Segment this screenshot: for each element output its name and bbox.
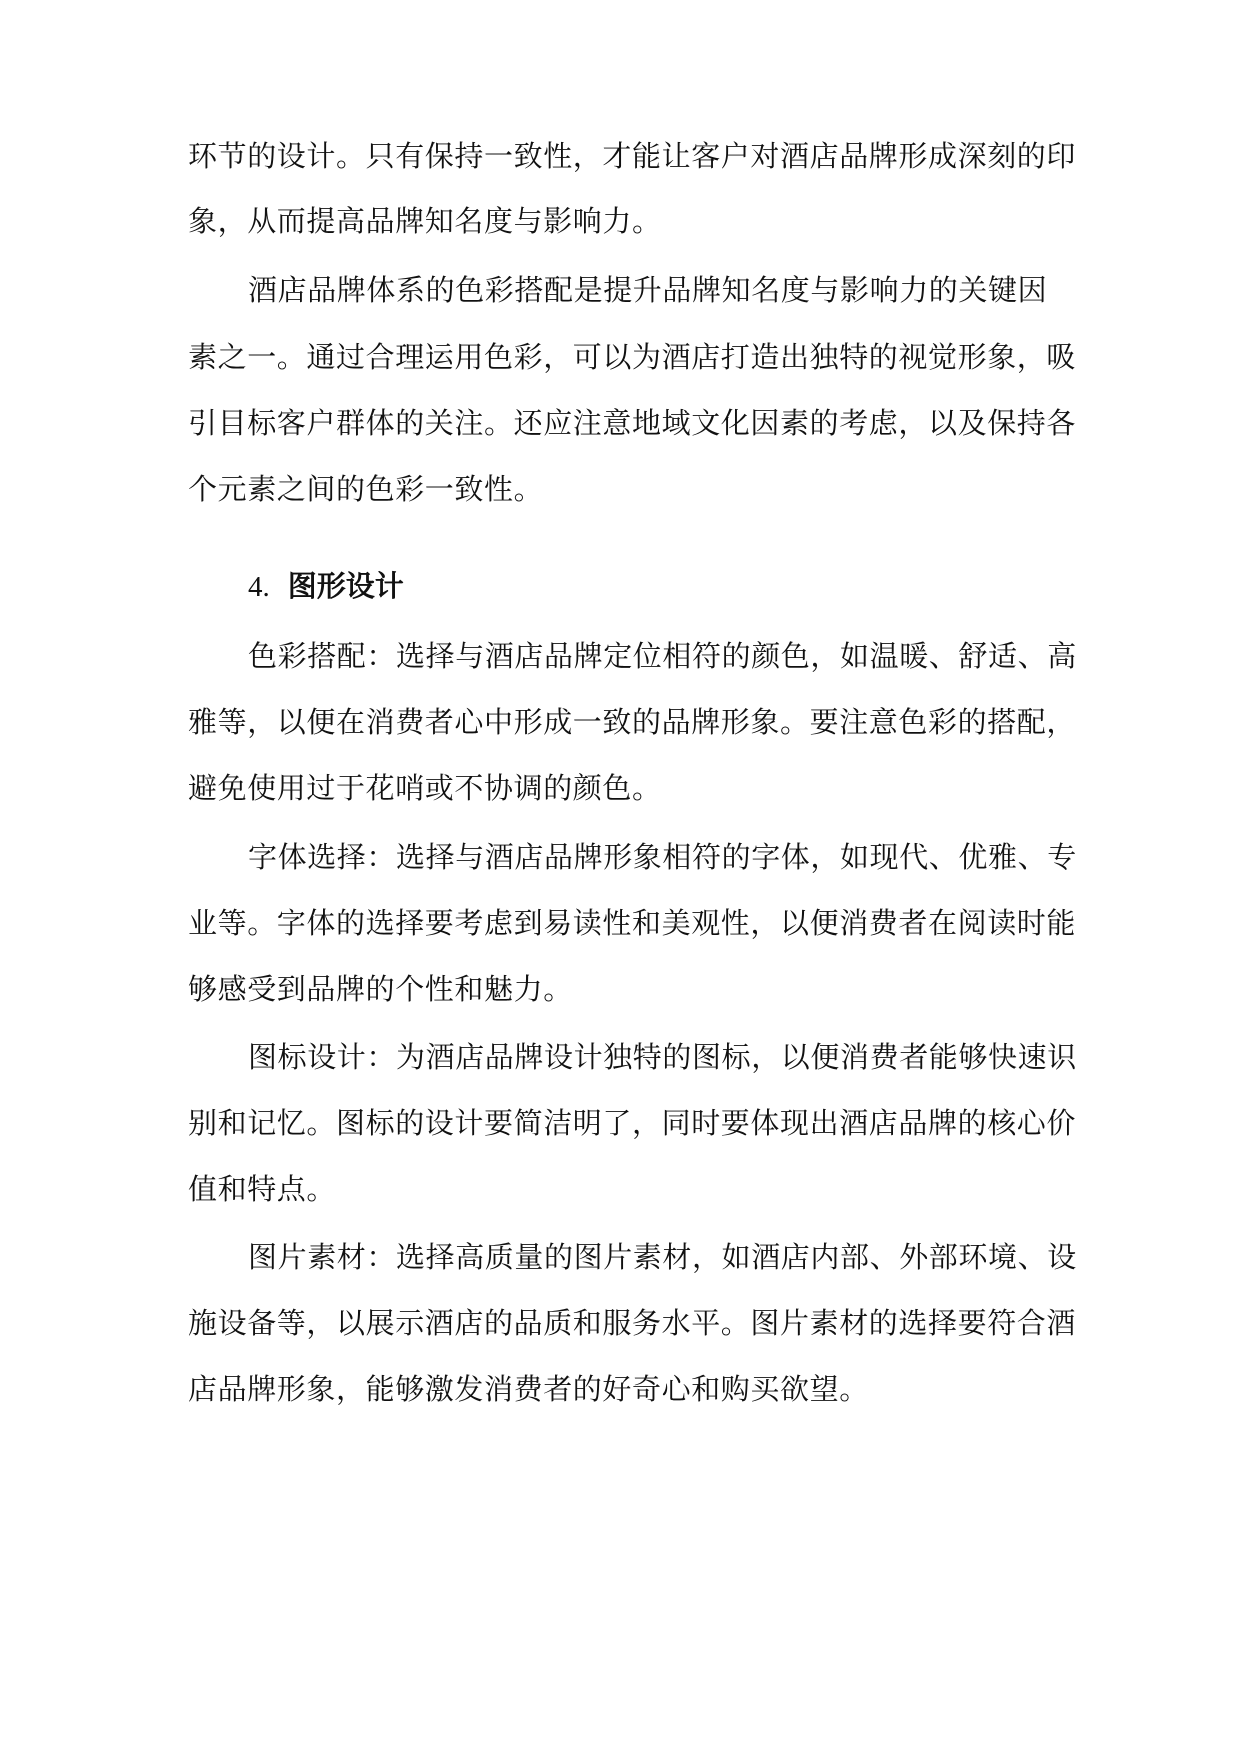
section-heading xyxy=(248,566,404,607)
text-line: 图标设计：为酒店品牌设计独特的图标，以便消费者能够快速识 xyxy=(248,1040,1077,1074)
text-line: 图片素材：选择高质量的图片素材，如酒店内部、外部环境、设 xyxy=(248,1240,1077,1274)
text-line: 别和记忆。图标的设计要简洁明了，同时要体现出酒店品牌的核心价 xyxy=(188,1106,1077,1140)
text-line: 雅等，以便在消费者心中形成一致的品牌形象。要注意色彩的搭配， xyxy=(188,705,1077,739)
text-line: 字体选择：选择与酒店品牌形象相符的字体，如现代、优雅、专 xyxy=(248,840,1077,874)
text-line: 环节的设计。只有保持一致性，才能让客户对酒店品牌形成深刻的印 xyxy=(188,139,1077,173)
text-line: 值和特点。 xyxy=(188,1172,337,1206)
section-title: 图形设计 xyxy=(287,569,404,603)
text-line: 引目标客户群体的关注。还应注意地域文化因素的考虑，以及保持各 xyxy=(188,406,1077,440)
text-line: 个元素之间的色彩一致性。 xyxy=(188,472,544,506)
text-line: 素之一。通过合理运用色彩，可以为酒店打造出独特的视觉形象，吸 xyxy=(188,340,1077,374)
text-line: 业等。字体的选择要考虑到易读性和美观性，以便消费者在阅读时能 xyxy=(188,906,1077,940)
text-line: 够感受到品牌的个性和魅力。 xyxy=(188,972,573,1006)
text-line: 店品牌形象，能够激发消费者的好奇心和购买欲望。 xyxy=(188,1372,869,1406)
text-line: 酒店品牌体系的色彩搭配是提升品牌知名度与影响力的关键因 xyxy=(248,273,1048,307)
section-number: 4. xyxy=(248,571,270,603)
text-line: 色彩搭配：选择与酒店品牌定位相符的颜色，如温暖、舒适、高 xyxy=(248,639,1077,673)
text-line: 避免使用过于花哨或不协调的颜色。 xyxy=(188,771,662,805)
text-line: 施设备等，以展示酒店的品质和服务水平。图片素材的选择要符合酒 xyxy=(188,1306,1077,1340)
text-line: 象，从而提高品牌知名度与影响力。 xyxy=(188,204,662,238)
